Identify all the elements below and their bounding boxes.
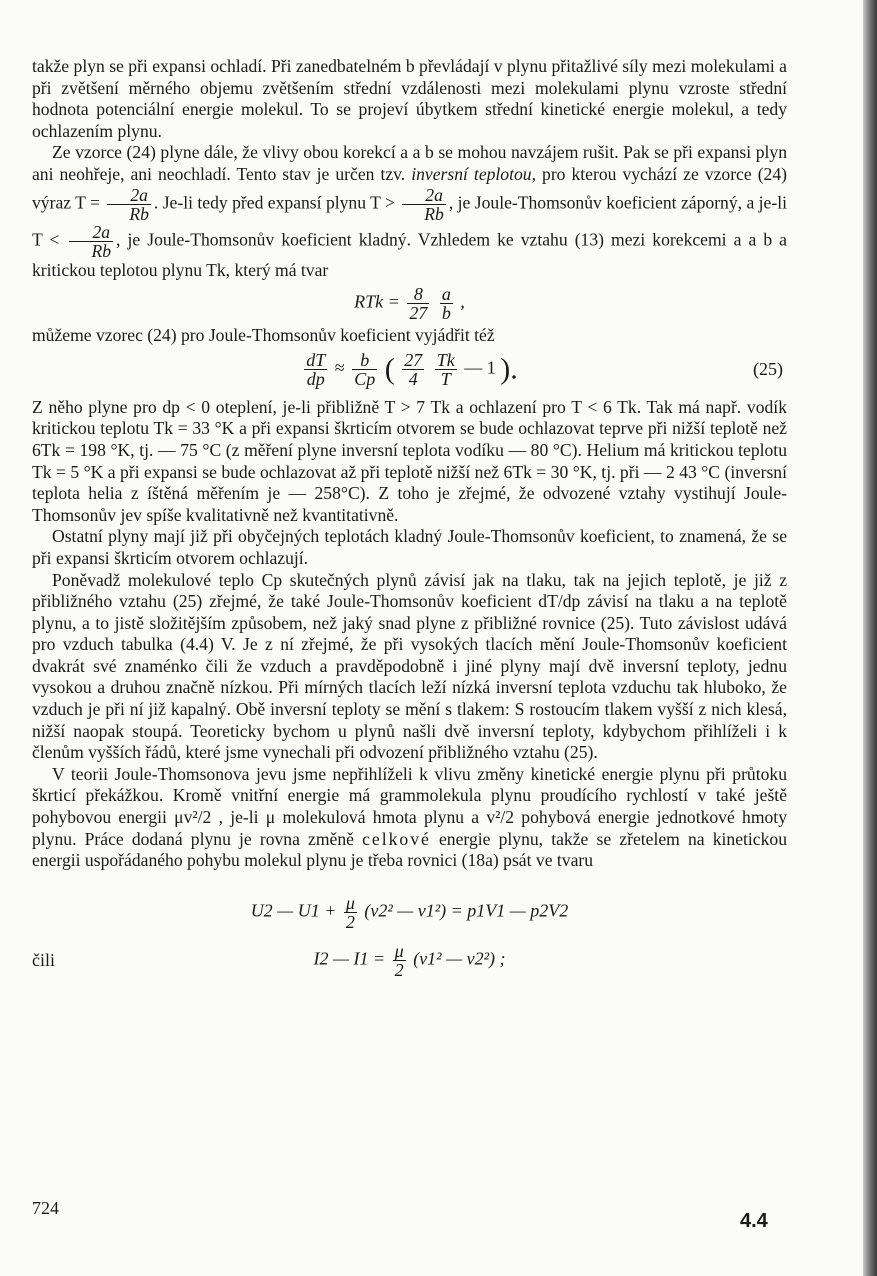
equation-25: $\frac{dT}{dp}$ ≈ $\frac{b}{Cp}$ ( $\frac{27}{4}$ $\frac{Tk}{T}$ — 1 ). (25) xyxy=(306,349,783,389)
equation-rtk: RTk = $\frac{8}{27}$ $\frac{a}{b}$ , xyxy=(354,284,465,324)
section-number: 4.4 xyxy=(740,1210,768,1232)
fraction-2a-rb: $\frac{2a}{Rb}$ xyxy=(402,186,446,223)
fraction-mu-2: $\frac{\mu}{2}$ xyxy=(394,940,404,980)
fraction-tk-t: $\frac{Tk}{T}$ xyxy=(436,349,455,389)
fraction-8-27: $\frac{8}{27}$ xyxy=(409,284,428,324)
fraction-2a-rb: $\frac{2a}{Rb}$ xyxy=(107,186,151,223)
fraction-a-b: $\frac{a}{b}$ xyxy=(441,284,451,324)
paragraph-5: Ostatní plyny mají již při obyčejných teplotách kladný Joule-Thomsonův koeficient, to znamená, že se při expansi škrticím otvorem ochlazují. xyxy=(32,526,787,568)
equation-enthalpy: čili I2 — I1 = $\frac{\mu}{2}$ (v1² — v2²) ; xyxy=(32,940,506,980)
fraction-b-cp: $\frac{b}{Cp}$ xyxy=(354,349,376,389)
equation-number-25: (25) xyxy=(753,358,783,379)
fraction-27-4: $\frac{27}{4}$ xyxy=(404,349,423,389)
fraction-2a-rb: $\frac{2a}{Rb}$ xyxy=(69,223,113,260)
paragraph-2: Ze vzorce (24) plyne dále, že vlivy obou korekcí a a b se mohou navzájem rušit. Pak se při expansi plyn ani neohřeje, ani neochladí. Tento stav je určen tzv. inversní teplotou, pro kterou vychází ze vzorce (24) výraz T = $\frac{2a}{Rb}$ . Je-li tedy před expansí plynu T > $\frac{2a}{Rb}$ , je Joule-Thomsonův koeficient záporný, a je-li T < $\frac{2a}{Rb}$ , je Joule-Thomsonův koeficient kladný. Vzhledem ke vztahu (13) mezi korekcemi a a b a kritickou teplotou plynu Tk, který má tvar xyxy=(32,142,788,280)
page-number: 724 xyxy=(32,1198,59,1218)
fraction-dt-dp: $\frac{dT}{dp}$ xyxy=(306,349,326,389)
main-text xyxy=(32,56,787,986)
fraction-mu-2: $\frac{\mu}{2}$ xyxy=(345,892,355,932)
celkove-spaced-term: celkové xyxy=(362,828,431,849)
paragraph-4: Z něho plyne pro dp < 0 oteplení, je-li přibližně T > 7 Tk a ochlazení pro T < 6 Tk. Tak má např. vodík kritickou teplotu Tk = 33 °K a při expansi škrticím otvorem se bude ochlazovat teprve při nižší teplotě než 6Tk = 198 °K, tj. — 75 °C (z měření plyne inversní teplota vodíku — 80 °C). Helium má kritickou teplotu Tk = 5 °K a při expansi se bude ochlazovat až při teplotě nižší než 6Tk = 30 °K, tj. při — 2 43 °C (inversní teplota helia z íštěná měřením je — 258°C). Z toho je zřejmé, že odvozené vztahy vystihují Joule-Thomsonův jev spíše kvalitativně než kvantitativně. xyxy=(32,396,787,525)
equation-energy: U2 — U1 + $\frac{\mu}{2}$ (v2² — v1²) = p1V1 — p2V2 xyxy=(250,892,569,932)
paragraph-3: můžeme vzorec (24) pro Joule-Thomsonův koeficient vyjádřit též xyxy=(32,325,495,346)
inversni-teplota-term: inversní teplotou, xyxy=(411,163,536,184)
paragraph-6: Poněvadž molekulové teplo Cp skutečných plynů závisí jak na tlaku, tak na jejich teplotě, je již z přibližného vztahu (25) zřejmé, že také Joule-Thomsonův koeficient dT/dp závisí na tlaku a na teplotě plynu, a to jistě složitějším způsobem, než jaký snad plyne z přibližné rovnice (25). Tuto závislost udává pro vzduch tabulka (4.4) V. Je z ní zřejmé, že při vysokých tlacích mění Joule-Thomsonův koeficient dvakrát své znaménko čili že vzduch a pravděpodobně i jiné plyny mají dvě inversní teploty, jednu vysokou a druhou značně nízkou. Při mírných tlacích leží nízká inversní teplota vzduchu tak hluboko, že vzduch je při ní již kapalný. Obě inversní teploty se mění s tlakem: S rostoucím tlakem vyšší z nich klesá, nižší naopak stoupá. Teoreticky bychom u plynů našli dvě inversní teploty, kdybychom přihlíželi i k členům vyšších řádů, které jsme vynechali při odvození přibližného vztahu (25). xyxy=(32,569,787,763)
page-binding-shadow xyxy=(863,0,877,1276)
paragraph-1: takže plyn se při expansi ochladí. Při zanedbatelném b převládají v plynu přitažlivé síly mezi molekulami a při zvětšení měrného objemu zvětšením střední vzdálenosti mezi molekulami plynu vzroste střední hodnota potenciální energie molekul. To se projeví úbytkem střední kinetické energie molekul, a tedy ochlazením plynu. xyxy=(32,56,787,141)
paragraph-7: V teorii Joule-Thomsonova jevu jsme nepřihlíželi k vlivu změny kinetické energie plynu při průtoku škrticí překážkou. Kromě vnitřní energie má grammolekula plynu proudícího rychlostí v také ještě pohybovou energii μv²/2 , je-li μ molekulová hmota plynu a v²/2 pohybová energie jednotkové hmoty plynu. Práce dodaná plynu je rovna změně celkové energie plynu, takže se zřetelem na kinetickou energii uspořádaného pohybu molekul plynu je třeba rovnici (18a) psát ve tvaru xyxy=(32,763,787,871)
cili-label: čili xyxy=(32,949,55,970)
